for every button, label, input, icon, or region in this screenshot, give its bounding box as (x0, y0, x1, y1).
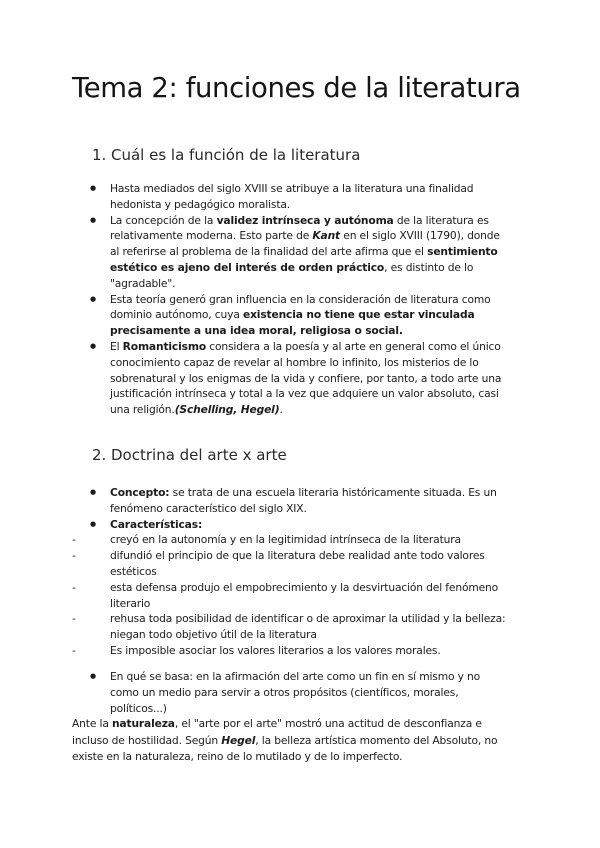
text: . (279, 403, 283, 417)
bullet-hedonista: ● Hasta mediados del siglo XVIII se atribuye a la literatura una finalidad hedonista y pedagógico moralista. (90, 181, 508, 213)
bold-text: existencia no tiene que estar vinculada precisamente a una idea moral, religiosa o social. (110, 308, 475, 338)
bullet-romanticismo (90, 339, 508, 418)
dash-item: - esta defensa produjo el empobrecimiento y la desvirtuación del fenómeno literario (72, 580, 508, 612)
text: El (110, 339, 123, 353)
dash-item: - Es imposible asociar los valores literarios a los valores morales. (72, 643, 508, 659)
text: considera a la poesía y al arte en general como el único conocimiento capaz de revelar al hombre lo infinito, los misterios de lo sobrenatural y los enigmas de la vida y confiere, por tanto, a todo arte una justificación intrínseca y total a la vez que adquiere un valor absoluto, casi una religión. (110, 339, 502, 417)
text: La concepción de la (110, 213, 217, 227)
bullet-dominio-autonomo (90, 292, 508, 339)
text: se trata de una escuela literaria históricamente situada. Es un fenómeno característico del siglo XIX. (110, 486, 497, 515)
text: , la belleza artística momento del Absoluto, no existe en la naturaleza, reino de lo mutilado y de lo imperfecto. (72, 733, 498, 763)
text: Ante la (72, 717, 112, 730)
section-1-number: 1. (92, 146, 107, 164)
bold-text: Romanticismo (122, 339, 207, 353)
section-1-bullet-list (90, 181, 508, 418)
bold-italic-text: Hegel (221, 733, 256, 747)
bold-text: naturaleza (111, 717, 175, 730)
bold-text: validez intrínseca y autónoma (216, 213, 394, 227)
bold-italic-text: (Schelling, Hegel) (174, 403, 280, 417)
text: , es distinto de lo "agradable". (110, 260, 474, 290)
section-2-title: Doctrina del arte x arte (111, 446, 287, 464)
text: en el siglo XVIII (1790), donde al referirse al problema de la finalidad del arte afirma que el (110, 229, 500, 259)
bold-italic-text: Kant (312, 229, 341, 243)
text: de la literatura es relativamente moderna. Esto parte de (110, 213, 489, 243)
section-1-title: Cuál es la función de la literatura (111, 146, 361, 164)
section-2-heading (92, 446, 287, 464)
bold-text: sentimiento estético es ajeno del interés de orden práctico (110, 245, 498, 274)
dash-item: - rehusa toda posibilidad de identificar o de aproximar la utilidad y la belleza: niegan todo objetivo útil de la literatura (72, 611, 508, 643)
bullet-concepto (90, 485, 508, 517)
section-2-base-list (90, 669, 508, 716)
section-1-heading (92, 146, 360, 164)
section-2-list (90, 485, 508, 659)
bullet-en-que-se-basa: ● En qué se basa: en la afirmación del arte como un fin en sí mismo y no como un medio para servir a otros propósitos (científicos, morales, políticos...) (90, 669, 508, 716)
closing-paragraph (72, 716, 512, 766)
text: Esta teoría generó gran influencia en la consideración de literatura como dominio autónomo, cuya (110, 292, 491, 322)
bullet-caracteristicas (90, 517, 508, 533)
page-title: Tema 2: funciones de la literatura (72, 72, 521, 104)
bold-label: Características: (110, 517, 203, 531)
section-2-number: 2. (92, 446, 107, 464)
text: , el "arte por el arte" mostró una actitud de desconfianza e incluso de hostilidad. Según (72, 717, 482, 747)
dash-item: - difundió el principio de que la literatura debe realidad ante todo valores estéticos (72, 548, 508, 580)
bullet-kant (90, 213, 508, 292)
dash-item: - creyó en la autonomía y en la legitimidad intrínseca de la literatura (72, 532, 508, 548)
bold-label: Concepto: (110, 486, 170, 499)
